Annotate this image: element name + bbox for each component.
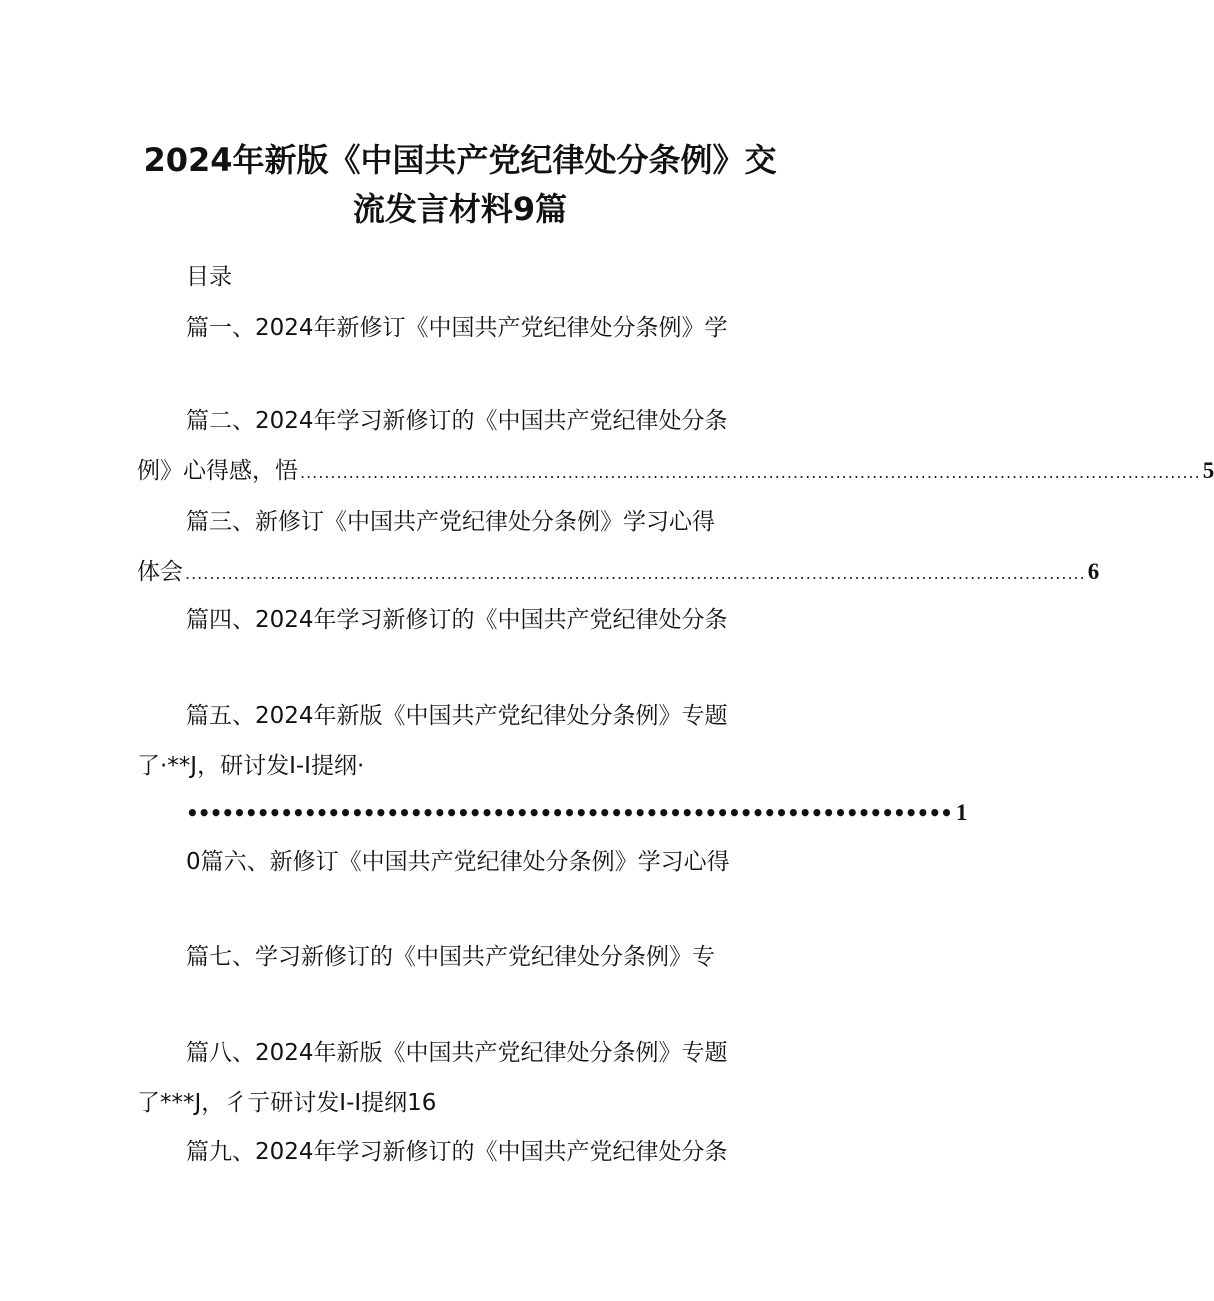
toc-entry-4: 篇四、2024年学习新修订的《中国共产党纪律处分条: [186, 607, 728, 633]
toc-entry-3-line-2: [137, 557, 1100, 589]
toc-entry-5-line-2: 了·**J，研讨发I-I提纲·: [137, 753, 365, 779]
toc-page-number: 5: [1202, 458, 1214, 483]
toc-entry-2-text: 例》心得感，悟: [137, 458, 298, 484]
toc-page-number: 1: [955, 800, 968, 825]
document-title-line-2: 流发言材料9篇: [352, 190, 568, 228]
toc-entry-7: 篇七、学习新修订的《中国共产党纪律处分条例》专: [186, 944, 715, 970]
dot-leader: ....................................................................................................................................................: [300, 463, 1201, 482]
toc-entry-5-line-1: 篇五、2024年新版《中国共产党纪律处分条例》专题: [186, 703, 728, 729]
toc-entry-2-line-1: 篇二、2024年学习新修订的《中国共产党纪律处分条: [186, 408, 728, 434]
toc-entry-8-line-2: 了***J，彳亍研讨发I-I提纲16: [137, 1090, 437, 1116]
toc-entry-1: 篇一、2024年新修订《中国共产党纪律处分条例》学: [186, 315, 728, 341]
toc-entry-8-line-1: 篇八、2024年新版《中国共产党纪律处分条例》专题: [186, 1040, 728, 1066]
toc-page-number: 6: [1087, 559, 1100, 584]
toc-entry-3-line-1: 篇三、新修订《中国共产党纪律处分条例》学习心得: [186, 509, 715, 535]
toc-entry-2-line-2: [137, 456, 1214, 488]
dot-leader: •••••••••••••••••••••••••••••••••••••••••••••••••••••••••••••••••: [186, 801, 952, 825]
toc-entry-5-leader-row: [186, 798, 968, 828]
toc-entry-6: 0篇六、新修订《中国共产党纪律处分条例》学习心得: [186, 849, 730, 875]
toc-entry-3-text: 体会: [137, 559, 183, 585]
document-title-line-1: 2024年新版《中国共产党纪律处分条例》交: [143, 141, 777, 179]
toc-heading: 目录: [186, 264, 232, 290]
toc-entry-9: 篇九、2024年学习新修订的《中国共产党纪律处分条: [186, 1139, 728, 1165]
dot-leader: ....................................................................................................................................................: [185, 564, 1086, 583]
